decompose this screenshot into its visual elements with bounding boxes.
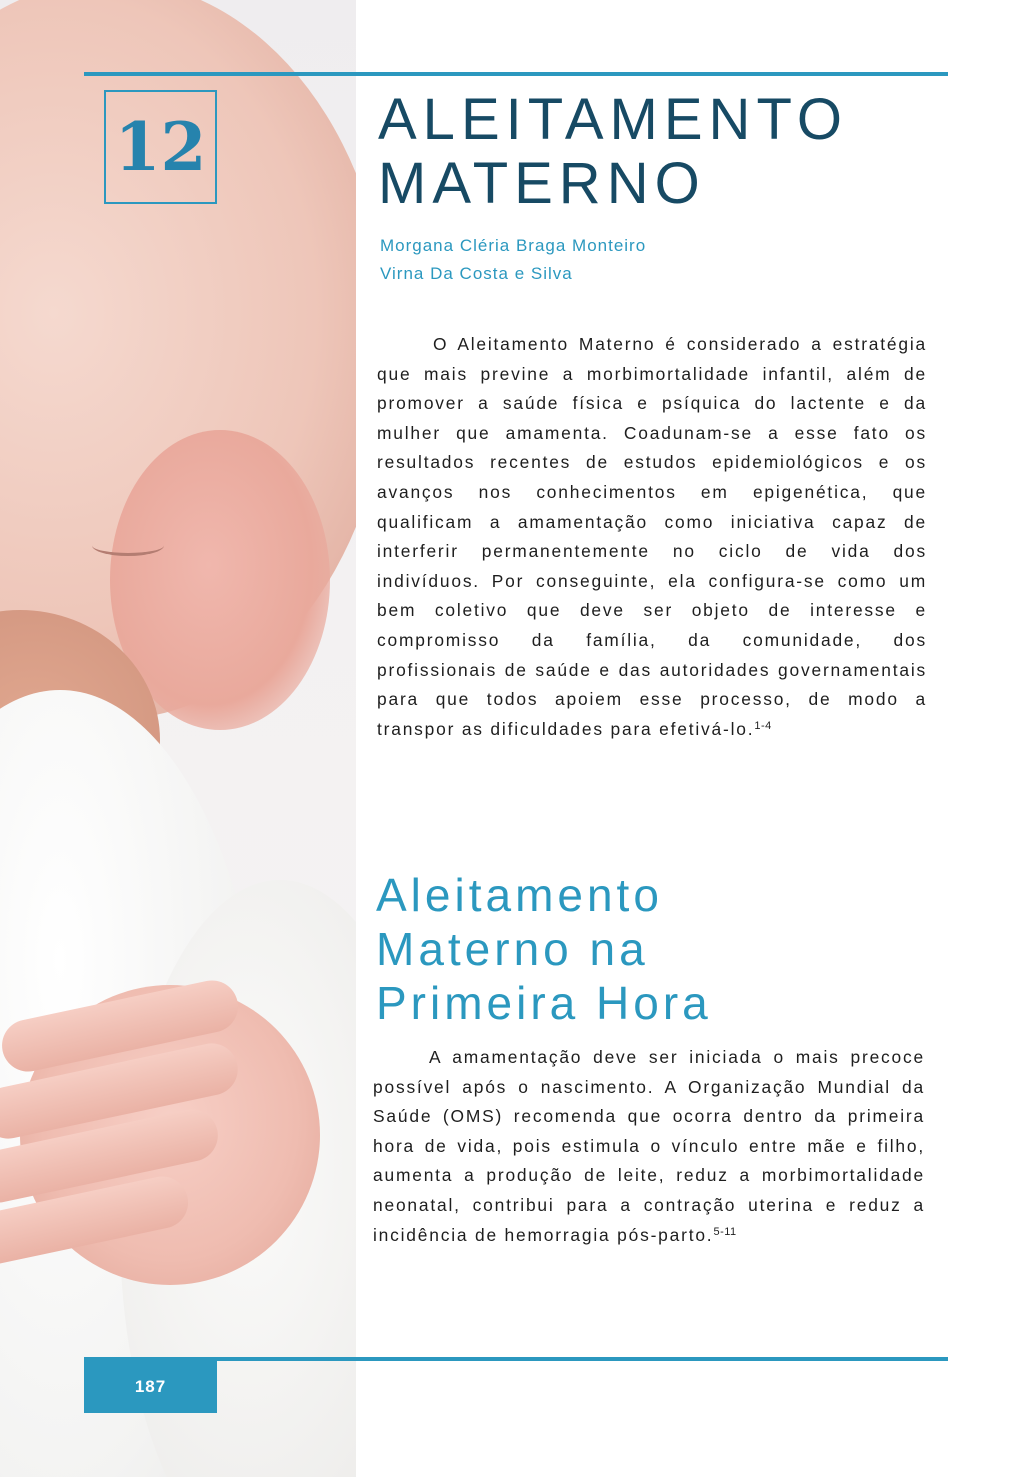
chapter-title <box>378 88 958 216</box>
page-number-box <box>84 1361 217 1413</box>
section-heading-line: Primeira Hora <box>376 977 712 1029</box>
section-paragraph <box>373 1043 925 1250</box>
page-number: 187 <box>134 1377 167 1396</box>
baby-closed-eye-shape <box>92 535 164 556</box>
section-heading-line: Aleitamento <box>376 869 663 921</box>
citation: 5-11 <box>713 1225 737 1238</box>
top-divider <box>84 72 948 76</box>
author-name: Virna Da Costa e Silva <box>380 264 573 283</box>
citation: 1-4 <box>754 719 772 732</box>
author-list <box>380 232 646 288</box>
section-heading-line: Materno na <box>376 923 649 975</box>
author-name: Morgana Cléria Braga Monteiro <box>380 236 647 255</box>
intro-paragraph <box>377 330 927 744</box>
section-heading <box>376 868 936 1030</box>
breastfeeding-baby-photo <box>0 0 356 1477</box>
chapter-title-line: ALEITAMENTO <box>378 87 848 152</box>
intro-text: O Aleitamento Materno é considerado a estratégia que mais previne a morbimortalidade infantil, além de promover a saúde física e psíquica do lactente e da mulher que amamenta. Coadunam-se a esse fato os resultados recentes de estudos epidemiológicos e os avanços nos conhecimentos em epigenética, que qualificam a amamentação como iniciativa capaz de interferir permanentemente no ciclo de vida dos indivíduos. Por conseguinte, ela configura-se como um bem coletivo que deve ser objeto de interesse e compromisso da família, da comunidade, dos profissionais de saúde e das autoridades governamentais para que todos apoiem esse processo, de modo a transpor as dificuldades para efetivá-lo. <box>377 334 927 739</box>
section-text: A amamentação deve ser iniciada o mais precoce possível após o nascimento. A Organização Mundial da Saúde (OMS) recomenda que ocorra dentro da primeira hora de vida, pois estimula o vínculo entre mãe e filho, aumenta a produção de leite, reduz a morbimortalidade neonatal, contribui para a contração uterina e reduz a incidência de hemorragia pós-parto. <box>373 1047 925 1245</box>
chapter-title-line: MATERNO <box>378 151 706 216</box>
chapter-number: 12 <box>114 108 207 186</box>
chapter-number-box <box>104 90 217 204</box>
